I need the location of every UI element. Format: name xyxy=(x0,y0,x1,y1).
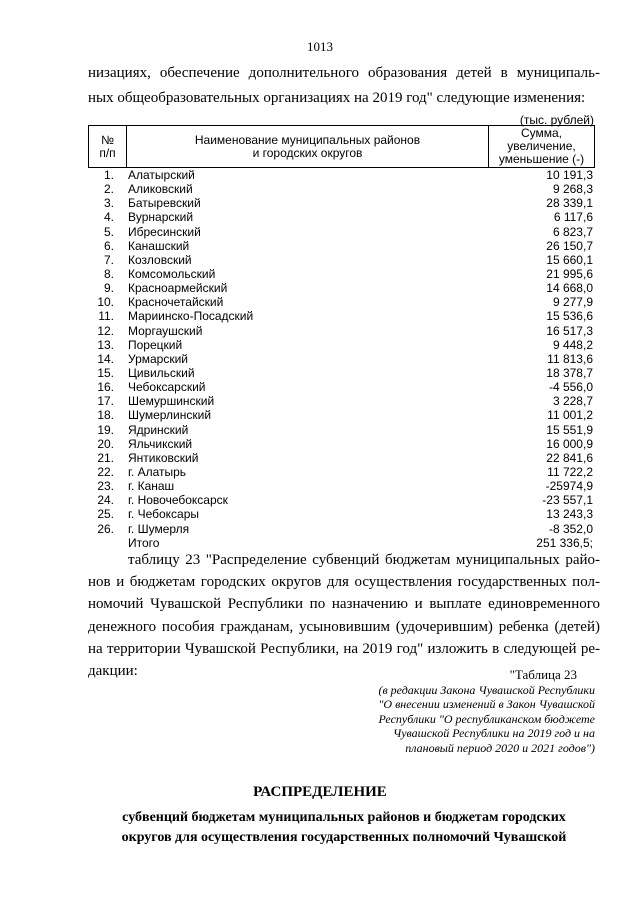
note-line: плановый период 2020 и 2021 годов") xyxy=(405,740,595,755)
header-number-line: п/п xyxy=(99,145,116,160)
row-number: 7. xyxy=(103,252,114,267)
row-number: 12. xyxy=(97,323,114,338)
row-number: 26. xyxy=(97,521,114,536)
table-row xyxy=(88,196,595,210)
row-number: 4. xyxy=(103,210,114,225)
table-note xyxy=(320,668,595,756)
body-line: номочий Чувашской Республики по назначению и выплате единовременного xyxy=(88,596,600,613)
row-number: 14. xyxy=(97,351,114,366)
note-line: (в редакции Закона Чувашской Республики xyxy=(378,682,595,697)
row-value: 6 117,6 xyxy=(553,210,593,225)
row-name: Красночетайский xyxy=(128,295,224,310)
table-row xyxy=(88,394,595,408)
row-value: 9 277,9 xyxy=(552,295,593,310)
body-line: дакции: xyxy=(88,663,138,680)
row-value: 6 823,7 xyxy=(552,224,593,239)
table-row xyxy=(88,239,595,253)
row-number: 22. xyxy=(97,464,114,479)
row-value: 28 339,1 xyxy=(546,196,593,211)
row-name: Шумерлинский xyxy=(128,408,212,423)
table-row xyxy=(88,182,595,196)
row-value: 251 336,5; xyxy=(536,535,593,550)
row-number: 24. xyxy=(97,493,114,508)
row-value: 11 001,2 xyxy=(547,408,593,423)
row-value: 3 228,7 xyxy=(552,394,593,409)
subheading-line: субвенций бюджетам муниципальных районов и бюджетам городских xyxy=(122,810,566,825)
table-row xyxy=(88,352,595,366)
table-row xyxy=(88,451,595,465)
row-number: 20. xyxy=(97,436,114,451)
row-value: 10 191,3 xyxy=(546,168,593,182)
row-name: Козловский xyxy=(128,252,192,267)
row-value: 21 995,6 xyxy=(546,266,593,281)
row-value: 15 536,6 xyxy=(546,309,593,324)
row-name: Комсомольский xyxy=(128,266,216,281)
row-value: 16 517,3 xyxy=(546,323,593,338)
table-row xyxy=(88,366,595,380)
body-line: таблицу 23 "Распределение субвенций бюджетам муниципальных райо- xyxy=(128,552,600,568)
header-name-column xyxy=(127,126,489,167)
table-body xyxy=(88,168,595,550)
table-row xyxy=(88,253,595,267)
row-name: Красноармейский xyxy=(128,281,228,296)
table-row xyxy=(88,324,595,338)
row-name: Урмарский xyxy=(128,351,189,366)
row-value: -23 557,1 xyxy=(542,493,593,508)
row-number: 18. xyxy=(97,408,114,423)
intro-line: ных общеобразовательных организациях на 2019 год" следующие изменения: xyxy=(88,90,586,106)
row-number: 3. xyxy=(103,196,114,211)
table-row xyxy=(88,225,595,239)
table-row xyxy=(88,210,595,224)
body-line: нов и бюджетам городских округов для осуществления государственных пол- xyxy=(88,574,600,591)
row-value: 14 668,0 xyxy=(546,281,593,296)
table-row xyxy=(88,536,595,550)
table-row xyxy=(88,338,595,352)
header-name-line: Наименование муниципальных районов xyxy=(194,132,421,147)
row-value: -8 352,0 xyxy=(548,521,593,536)
row-value: 9 448,2 xyxy=(552,337,593,352)
row-number: 21. xyxy=(97,450,114,465)
header-number-line: № xyxy=(101,132,114,147)
row-number: 10. xyxy=(97,295,114,310)
section-heading: РАСПРЕДЕЛЕНИЕ xyxy=(253,784,387,800)
note-line: Республики "О республиканском бюджете xyxy=(378,711,595,726)
row-value: 26 150,7 xyxy=(546,238,593,253)
note-title: "Таблица 23 xyxy=(509,667,577,682)
table-row xyxy=(88,267,595,281)
row-number: 13. xyxy=(97,337,114,352)
body-line: денежного пособия гражданам, усыновившим (удочерившим) ребенка (детей) xyxy=(88,618,600,635)
subheading-line: округов для осуществления государственных полномочий Чувашской xyxy=(121,830,567,845)
row-value: 11 813,6 xyxy=(547,351,593,366)
row-number: 9. xyxy=(103,281,114,296)
table-row xyxy=(88,522,595,536)
row-name: г. Новочебоксарск xyxy=(128,493,228,508)
row-number: 6. xyxy=(103,238,114,253)
table-row xyxy=(88,465,595,479)
row-name: Порецкий xyxy=(128,337,183,352)
row-name: Алатырский xyxy=(128,168,195,182)
row-name: Канашский xyxy=(128,238,190,253)
table-row xyxy=(88,168,595,182)
row-number: 15. xyxy=(97,365,114,380)
note-line: Чувашской Республики на 2019 год и на xyxy=(392,726,595,741)
row-number: 11. xyxy=(98,309,114,324)
row-name: Моргаушский xyxy=(128,323,203,338)
row-name: г. Шумерля xyxy=(128,521,190,536)
note-line: "О внесении изменений в Закон Чувашской xyxy=(378,697,595,712)
row-number: 2. xyxy=(103,182,114,197)
table-row xyxy=(88,437,595,451)
row-name: Аликовский xyxy=(128,182,193,197)
body-line: на территории Чувашской Республики, на 2019 год" изложить в следующей ре- xyxy=(88,640,600,657)
body-paragraph xyxy=(88,549,600,682)
table-row xyxy=(88,507,595,521)
table-row xyxy=(88,295,595,309)
row-value: -4 556,0 xyxy=(548,380,593,395)
table-units: (тыс. рублей) xyxy=(519,113,594,127)
row-value: 18 378,7 xyxy=(546,365,593,380)
header-sum-line: уменьшение (-) xyxy=(498,152,585,166)
row-number: 25. xyxy=(97,507,114,522)
table-row xyxy=(88,408,595,422)
row-name: Мариинско-Посадский xyxy=(128,309,254,324)
row-number: 23. xyxy=(97,479,114,494)
row-name: Итого xyxy=(128,535,160,550)
table-header xyxy=(88,125,595,168)
header-number-column xyxy=(89,126,127,167)
table-row xyxy=(88,423,595,437)
row-name: Вурнарский xyxy=(128,210,194,225)
intro-paragraph xyxy=(88,62,600,109)
row-number: 19. xyxy=(97,422,114,437)
table-row xyxy=(88,380,595,394)
row-number: 5. xyxy=(103,224,114,239)
intro-line: низациях, обеспечение дополнительного образования детей в муниципаль- xyxy=(88,65,600,81)
header-name-line: и городских округов xyxy=(252,145,363,160)
row-name: г. Чебоксары xyxy=(128,507,200,522)
row-value: 22 841,6 xyxy=(546,450,593,465)
row-value: 15 660,1 xyxy=(546,252,593,267)
section-subheading xyxy=(88,808,600,848)
page-number: 1013 xyxy=(307,39,333,54)
row-number: 8. xyxy=(103,266,114,281)
row-value: 16 000,9 xyxy=(546,436,593,451)
header-sum-line: Сумма, xyxy=(520,126,563,140)
row-value: 15 551,9 xyxy=(546,422,593,437)
table-row xyxy=(88,493,595,507)
table-row xyxy=(88,479,595,493)
table-row xyxy=(88,281,595,295)
row-name: Цивильский xyxy=(128,365,195,380)
row-number: 1. xyxy=(103,168,114,182)
header-sum-line: увеличение, xyxy=(507,139,576,153)
row-value: 13 243,3 xyxy=(546,507,593,522)
row-name: г. Канаш xyxy=(128,479,175,494)
header-sum-column xyxy=(489,126,594,167)
row-name: Шемуршинский xyxy=(128,394,215,409)
row-value: 11 722,2 xyxy=(547,464,593,479)
table-row xyxy=(88,309,595,323)
row-value: -25974,9 xyxy=(545,479,593,494)
row-name: Ядринский xyxy=(128,422,189,437)
row-value: 9 268,3 xyxy=(552,182,593,197)
row-name: Яльчикский xyxy=(128,436,193,451)
row-name: Янтиковский xyxy=(128,450,199,465)
row-name: г. Алатырь xyxy=(128,464,187,479)
row-name: Чебоксарский xyxy=(128,380,206,395)
row-number: 17. xyxy=(97,394,114,409)
row-name: Ибресинский xyxy=(128,224,201,239)
row-name: Батыревский xyxy=(128,196,201,211)
row-number: 16. xyxy=(97,380,114,395)
